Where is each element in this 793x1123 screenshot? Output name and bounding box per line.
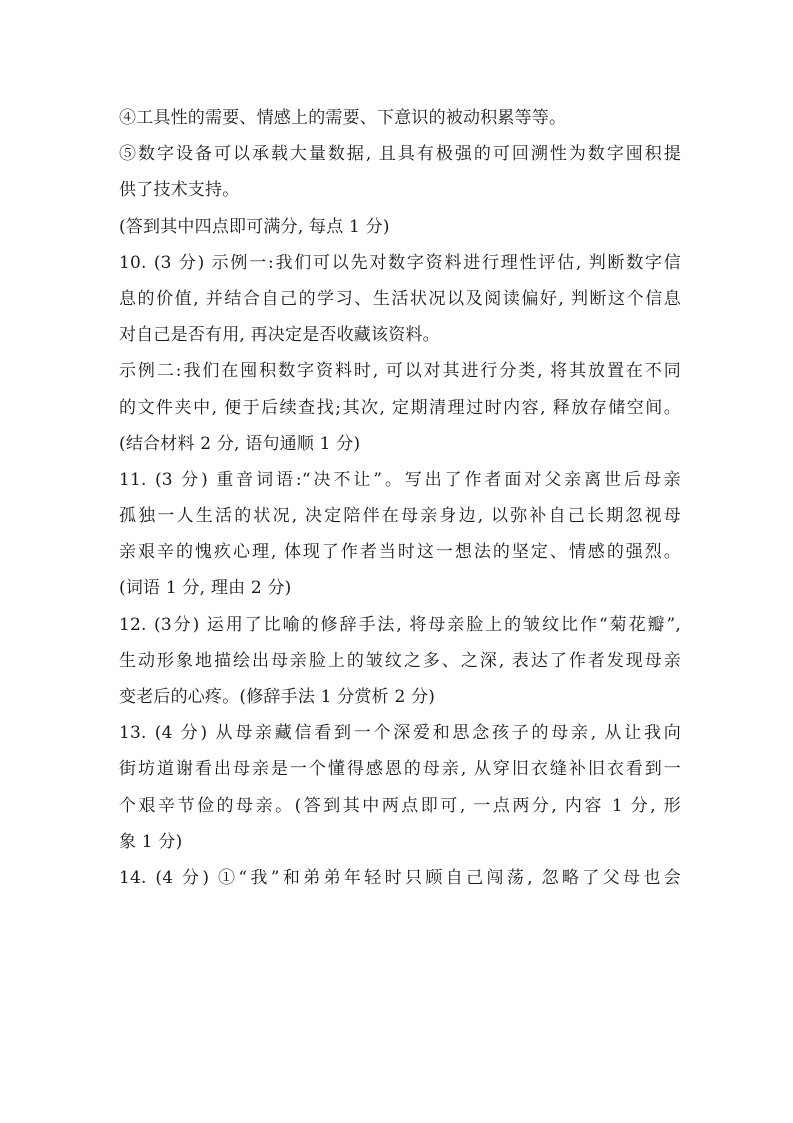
text-line: 变老后的心疼。(修辞手法 1 分赏析 2 分) bbox=[119, 687, 436, 707]
text-line: 对自己是否有用, 再决定是否收藏该资料。 bbox=[119, 325, 440, 346]
document-page bbox=[119, 100, 681, 896]
text-line: 10. (3 分) 示例一:我们可以先对数字资料进行理性评估, 判断数字信 bbox=[119, 252, 681, 273]
text-line: 12. (3分) 运用了比喻的修辞手法, 将母亲脸上的皱纹比作“菊花瓣”, bbox=[119, 614, 681, 635]
text-line: 14. (4 分) ①“我”和弟弟年轻时只顾自己闯荡, 忽略了父母也会 bbox=[119, 867, 681, 888]
text-line: 孤独一人生活的状况, 决定陪伴在母亲身边, 以弥补自己长期忽视母 bbox=[119, 506, 681, 527]
text-line: 亲艰辛的愧疚心理, 体现了作者当时这一想法的坚定、情感的强烈。 bbox=[119, 542, 681, 563]
text-line: 息的价值, 并结合自己的学习、生活状况以及阅读偏好, 判断这个信息 bbox=[119, 288, 681, 309]
text-line: ④工具性的需要、情感上的需要、下意识的被动积累等等。 bbox=[119, 108, 567, 128]
text-line: 供了技术支持。 bbox=[119, 180, 240, 201]
text-line: 的文件夹中, 便于后续查找;其次, 定期清理过时内容, 释放存储空间。 bbox=[119, 397, 681, 418]
text-line: 13. (4 分) 从母亲藏信看到一个深爱和思念孩子的母亲, 从让我向 bbox=[119, 723, 681, 744]
text-line: ⑤数字设备可以承载大量数据, 且具有极强的可回溯性为数字囤积提 bbox=[119, 144, 681, 165]
text-line: (答到其中四点即可满分, 每点 1 分) bbox=[119, 216, 390, 237]
text-line: 11. (3 分) 重音词语:“决不让”。写出了作者面对父亲离世后母亲 bbox=[119, 469, 681, 490]
text-line: 个艰辛节俭的母亲。(答到其中两点即可, 一点两分, 内容 1 分, 形 bbox=[119, 795, 681, 816]
text-line: (结合材料 2 分, 语句通顺 1 分) bbox=[119, 433, 361, 454]
text-line: 象 1 分) bbox=[119, 831, 183, 852]
text-line: 示例二:我们在囤积数字资料时, 可以对其进行分类, 将其放置在不同 bbox=[119, 361, 681, 382]
text-line: 生动形象地描绘出母亲脸上的皱纹之多、之深, 表达了作者发现母亲 bbox=[119, 650, 681, 671]
text-line: 街坊道谢看出母亲是一个懂得感恩的母亲, 从穿旧衣缝补旧衣看到一 bbox=[119, 759, 681, 780]
text-line: (词语 1 分, 理由 2 分) bbox=[119, 578, 292, 599]
